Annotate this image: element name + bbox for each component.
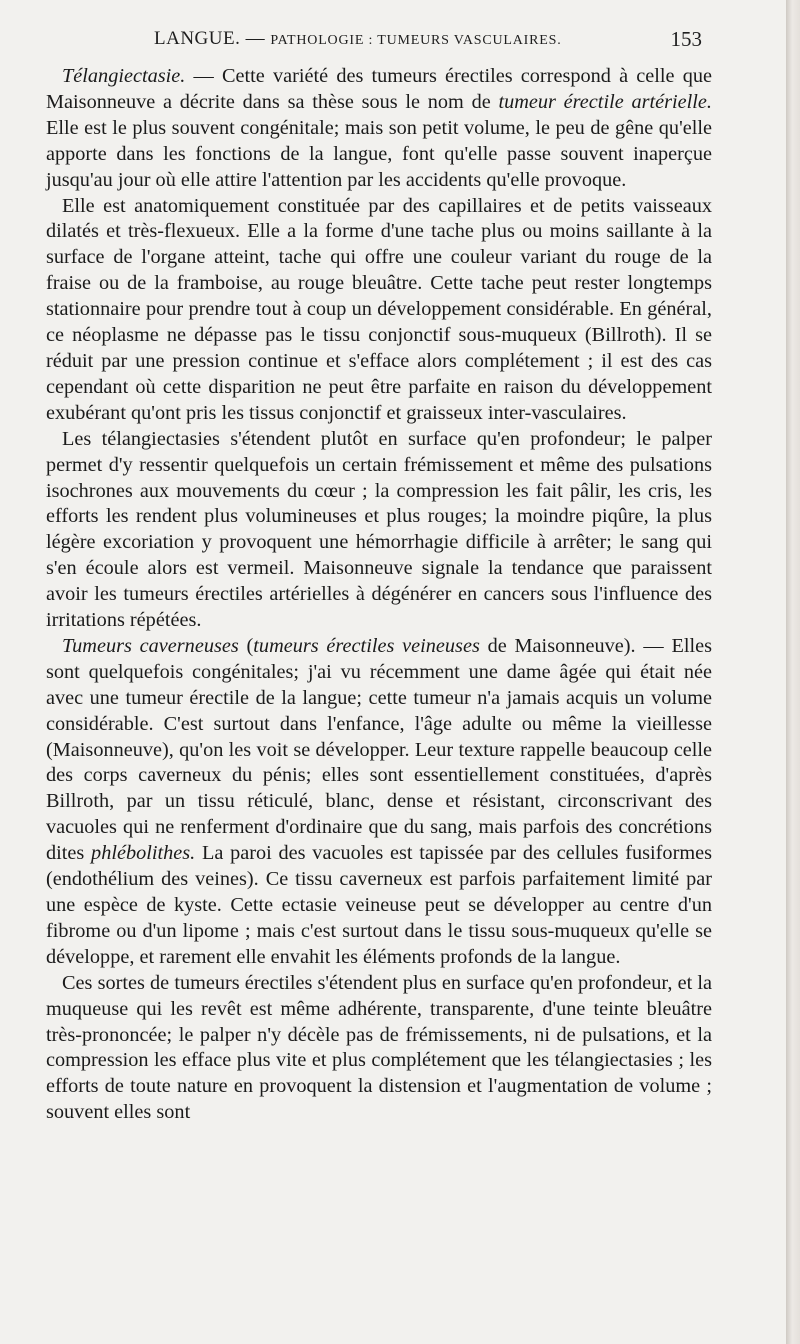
paragraph-tumeurs-caverneuses [46, 634, 712, 971]
running-title [154, 28, 562, 50]
running-header [42, 26, 712, 54]
body-text [46, 64, 712, 1126]
header-dash: — [245, 28, 266, 49]
paragraph-text: Elle est le plus souvent congénitale; mais son petit volume, le peu de gêne qu'elle apporte dans les fonctions de la langue, font qu'elle passe souvent inaperçue jusqu'au jour où elle attire l'attention par les accidents qu'elle provoque. [46, 116, 712, 191]
section-heading-tumeurs-caverneuses: Tumeurs caverneuses [62, 634, 239, 657]
header-subtitle: PATHOLOGIE : TUMEURS VASCULAIRES. [270, 33, 562, 48]
paragraph-text: — Cette variété des tumeurs érectiles correspond à celle que Maisonneuve a décrite dans sa thèse sous le nom de [46, 65, 712, 113]
paragraph-telangiectasie [46, 64, 712, 194]
italic-term: tumeur érectile artérielle. [498, 90, 712, 113]
paragraph-text: La paroi des vacuoles est tapissée par des cellules fusiformes (endothélium des veines). Ce tissu caverneux est parfois parfaitement limité par une espèce de kyste. Cette ectasie veineuse peut se développer au centre d'un fibrome ou d'un lipome ; mais c'est surtout dans le tissu sous-muqueux qu'elle se développe, et rarement elle envahit les éléments profonds de la langue. [46, 842, 712, 968]
paragraph-anatomie: Elle est anatomiquement constituée par des capillaires et de petits vaisseaux dilatés et très-flexueux. Elle a la forme d'une tache plus ou moins saillante à la surface de l'organe atteint, tache qui offre une couleur variant du rouge de la fraise ou de la framboise, au rouge bleuâtre. Cette tache peut rester longtemps stationnaire pour prendre tout à coup un développement considérable. En général, ce néoplasme ne dépasse pas le tissu conjonctif sous-muqueux (Billroth). Il se réduit par une pression continue et s'efface alors complétement ; il est des cas cependant où cette disparition ne peut être parfaite en raison du développement exubérant qu'ont pris les tissus conjonctif et graisseux inter-vasculaires. [46, 194, 712, 424]
paragraph-text: de Maisonneuve). — Elles sont quelquefois congénitales; j'ai vu récemment une dame âgée qui était née avec une tumeur érectile de la langue; cette tumeur n'a jamais acquis un volume considérable. C'est surtout dans l'enfance, l'âge adulte ou même la vieillesse (Maisonneuve), qu'on les voit se développer. Leur texture rappelle beaucoup celle des corps caverneux du pénis; elles sont essentiellement constituées, d'après Billroth, par un tissu réticulé, blanc, dense et résistant, circonscrivant des vacuoles qui ne renferment d'ordinaire que du sang, mais parfois des concrétions dites [46, 634, 712, 865]
header-section: LANGUE. [154, 28, 241, 49]
paragraph-symptomes: Les télangiectasies s'étendent plutôt en surface qu'en profondeur; le palper permet d'y ressentir quelquefois un certain frémissement et même des pulsations isochrones aux mouvements du cœur ; la compression les fait pâlir, les cris, les efforts les rendent plus volumineuses et plus rouges; la moindre piqûre, la plus légère excoriation y provoquent une hémorrhagie difficile à arrêter; le sang qui s'en écoule alors est vermeil. Maisonneuve signale la tendance que paraissent avoir les tumeurs érectiles artérielles à dégénérer en cancers sous l'influence des irritations répétées. [46, 427, 712, 632]
page-number: 153 [670, 27, 702, 51]
paragraph-extension: Ces sortes de tumeurs érectiles s'étendent plus en surface qu'en profondeur, et la muqueuse qui les revêt est même adhérente, transparente, d'une teinte bleuâtre très-prononcée; le palper n'y décèle pas de frémissements, ni de pulsations, et la compression les efface plus vite et plus complétement que les télangiectasies ; les efforts de toute nature en provoquent la distension et l'augmentation de volume ; souvent elles sont [46, 971, 712, 1124]
section-heading-telangiectasie: Télangiectasie. [62, 65, 186, 87]
page-edge [786, 0, 800, 1344]
paragraph-text: ( [238, 634, 254, 657]
italic-term: phlébolithes. [91, 842, 196, 865]
italic-term: tumeurs érectiles veineuses [253, 634, 480, 657]
